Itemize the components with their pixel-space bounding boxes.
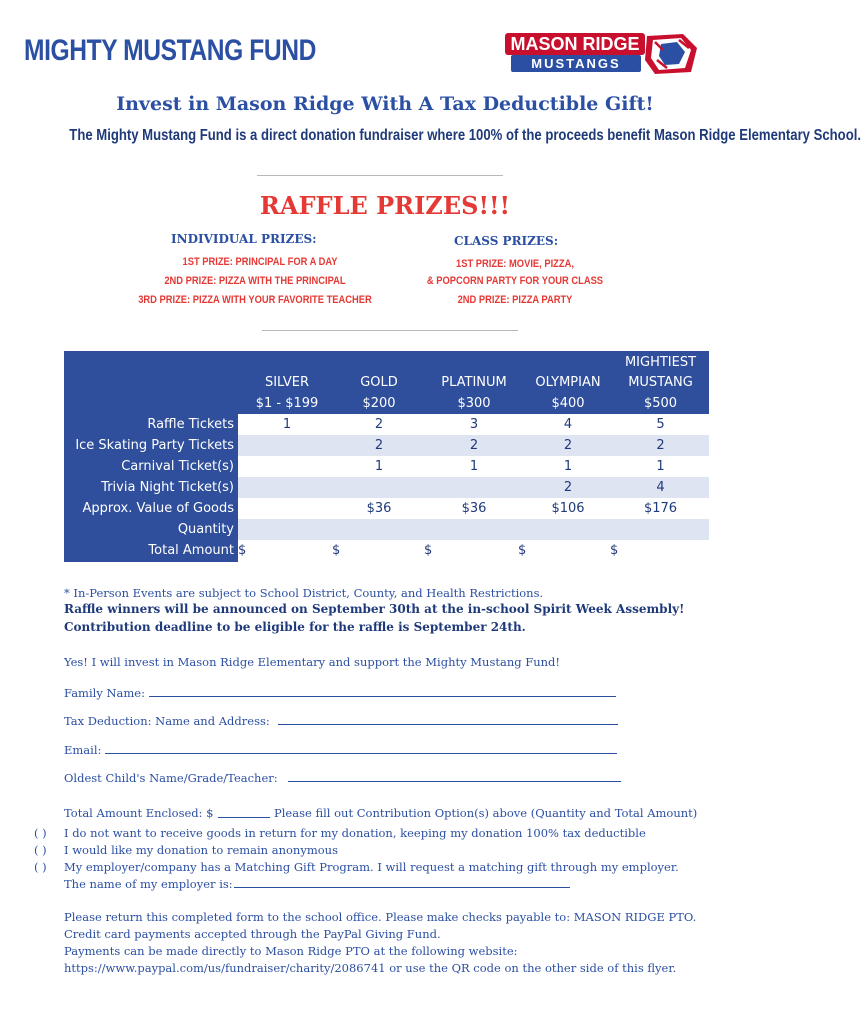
- level-silver-price: $1 - $199: [255, 396, 319, 411]
- table-cell: 1: [563, 459, 573, 474]
- table-input-cell[interactable]: $: [238, 543, 247, 558]
- level-gold-name: GOLD: [360, 375, 398, 390]
- table-input-cell[interactable]: $: [610, 543, 619, 558]
- row-label: Raffle Tickets: [147, 417, 234, 432]
- divider: [257, 175, 503, 176]
- divider: [262, 330, 518, 331]
- individual-prizes-heading: INDIVIDUAL PRIZES:: [171, 232, 317, 246]
- table-row: [64, 456, 709, 477]
- table-cell: [240, 456, 334, 477]
- table-input-cell[interactable]: [612, 519, 709, 540]
- class-prize-2: & POPCORN PARTY FOR YOUR CLASS: [426, 275, 604, 287]
- level-olympian-name: OLYMPIAN: [535, 375, 601, 390]
- table-input-cell[interactable]: [334, 519, 424, 540]
- table-cell: 5: [656, 417, 665, 432]
- level-mightiest-line1: MIGHTIEST: [624, 355, 697, 370]
- table-cell: 1: [656, 459, 665, 474]
- footer-paypal-giving: Credit card payments accepted through the PayPal Giving Fund.: [64, 927, 441, 941]
- restriction-note: * In-Person Events are subject to School District, County, and Health Restrictions.: [64, 586, 544, 600]
- oldest-child-field[interactable]: [288, 769, 621, 782]
- individual-prize-2: 2ND PRIZE: PIZZA WITH THE PRINCIPAL: [164, 275, 346, 287]
- row-label: Approx. Value of Goods: [82, 501, 234, 516]
- winners-note: Raffle winners will be announced on September 30th at the in-school Spirit Week Assembly!: [64, 602, 685, 616]
- total-enclosed-note: Please fill out Contribution Option(s) above (Quantity and Total Amount): [274, 806, 698, 820]
- level-gold-price: $200: [362, 396, 396, 411]
- table-body: [64, 414, 709, 562]
- total-enclosed-label: Total Amount Enclosed: $: [64, 806, 214, 820]
- table-cell: 4: [563, 417, 573, 432]
- table-row: [64, 498, 709, 519]
- level-silver-name: SILVER: [264, 375, 310, 390]
- table-cell: [240, 498, 334, 519]
- table-cell: 3: [469, 417, 479, 432]
- option-no-goods: I do not want to receive goods in return for my donation, keeping my donation 100% tax deductible: [64, 826, 646, 840]
- table-cell: [240, 435, 334, 456]
- table-row: [64, 477, 709, 498]
- table-cell: 1: [282, 417, 292, 432]
- option-checkbox-3[interactable]: ( ): [34, 860, 47, 874]
- headline: Invest in Mason Ridge With A Tax Deductible Gift!: [116, 93, 654, 115]
- footer-return: Please return this completed form to the school office. Please make checks payable to: MASON RIDGE PTO.: [64, 910, 697, 924]
- table-cell: 2: [374, 438, 384, 453]
- footer-website-intro: Payments can be made directly to Mason Ridge PTO at the following website:: [64, 944, 518, 958]
- level-mightiest-price: $500: [643, 396, 678, 411]
- tax-deduction-label: Tax Deduction: Name and Address:: [64, 714, 270, 728]
- family-name-label: Family Name:: [64, 686, 145, 700]
- table-row: [64, 540, 709, 561]
- table-row: [64, 414, 709, 435]
- employer-field[interactable]: [234, 875, 570, 888]
- table-row: [64, 435, 709, 456]
- table-cell: [426, 477, 522, 498]
- row-label: Ice Skating Party Tickets: [75, 438, 234, 453]
- oldest-child-label: Oldest Child's Name/Grade/Teacher:: [64, 771, 278, 785]
- family-name-field[interactable]: [149, 684, 616, 697]
- level-olympian-price: $400: [551, 396, 585, 411]
- class-prize-3: 2ND PRIZE: PIZZA PARTY: [457, 294, 573, 306]
- footer-paypal-link[interactable]: https://www.paypal.com/us/fundraiser/charity/2086741 or use the QR code on the other side of this flyer.: [64, 961, 677, 975]
- email-label: Email:: [64, 743, 102, 757]
- table-cell: 2: [563, 438, 573, 453]
- table-input-cell[interactable]: $: [424, 543, 433, 558]
- table-cell: 1: [469, 459, 479, 474]
- table-input-cell[interactable]: $: [332, 543, 341, 558]
- table-cell: $36: [461, 501, 487, 516]
- tax-deduction-field[interactable]: [278, 712, 618, 725]
- option-matching-gift: My employer/company has a Matching Gift Program. I will request a matching gift through my employer.: [64, 860, 679, 874]
- table-cell: 2: [656, 438, 665, 453]
- level-platinum-price: $300: [457, 396, 491, 411]
- contribution-table: [64, 351, 709, 562]
- table-cell: $106: [551, 501, 585, 516]
- school-logo: [505, 30, 700, 76]
- table-cell: [240, 477, 334, 498]
- table-cell: 2: [563, 480, 573, 495]
- subline: The Mighty Mustang Fund is a direct donation fundraiser where 100% of the proceeds benefit Mason Ridge Elementary School.: [69, 127, 861, 144]
- table-input-cell[interactable]: [240, 519, 334, 540]
- logo-line2: MUSTANGS: [531, 56, 621, 71]
- row-label: Total Amount: [148, 543, 234, 558]
- level-mightiest-name: MUSTANG: [628, 375, 693, 390]
- row-label: Trivia Night Ticket(s): [101, 480, 234, 495]
- total-enclosed-field[interactable]: [218, 805, 270, 818]
- individual-prize-3: 3RD PRIZE: PIZZA WITH YOUR FAVORITE TEACHER: [138, 294, 372, 306]
- option-anonymous: I would like my donation to remain anonymous: [64, 843, 338, 857]
- employer-label: The name of my employer is:: [64, 877, 233, 891]
- row-label: Carnival Ticket(s): [121, 459, 234, 474]
- fund-title: MIGHTY MUSTANG FUND: [24, 34, 316, 67]
- class-prizes-heading: CLASS PRIZES:: [454, 234, 559, 248]
- deadline-note: Contribution deadline to be eligible for the raffle is September 24th.: [64, 620, 526, 634]
- class-prize-1: 1ST PRIZE: MOVIE, PIZZA,: [456, 258, 574, 270]
- table-cell: 1: [374, 459, 384, 474]
- table-input-cell[interactable]: $: [518, 543, 527, 558]
- table-row: [64, 519, 709, 540]
- table-cell: $176: [643, 501, 678, 516]
- logo-line1: MASON RIDGE: [510, 34, 640, 54]
- table-cell: 2: [469, 438, 479, 453]
- table-cell: 4: [656, 480, 665, 495]
- level-platinum-name: PLATINUM: [441, 375, 507, 390]
- table-input-cell[interactable]: [520, 519, 616, 540]
- row-label: Quantity: [177, 522, 234, 537]
- option-checkbox-1[interactable]: ( ): [34, 826, 47, 840]
- raffle-title: RAFFLE PRIZES!!!: [259, 191, 511, 220]
- option-checkbox-2[interactable]: ( ): [34, 843, 47, 857]
- email-field[interactable]: [105, 741, 617, 754]
- table-input-cell[interactable]: [426, 519, 522, 540]
- individual-prize-1: 1ST PRIZE: PRINCIPAL FOR A DAY: [182, 256, 338, 268]
- table-cell: $36: [366, 501, 392, 516]
- table-cell: [334, 477, 424, 498]
- table-cell: 2: [374, 417, 384, 432]
- pledge-text: Yes! I will invest in Mason Ridge Elementary and support the Mighty Mustang Fund!: [64, 655, 561, 669]
